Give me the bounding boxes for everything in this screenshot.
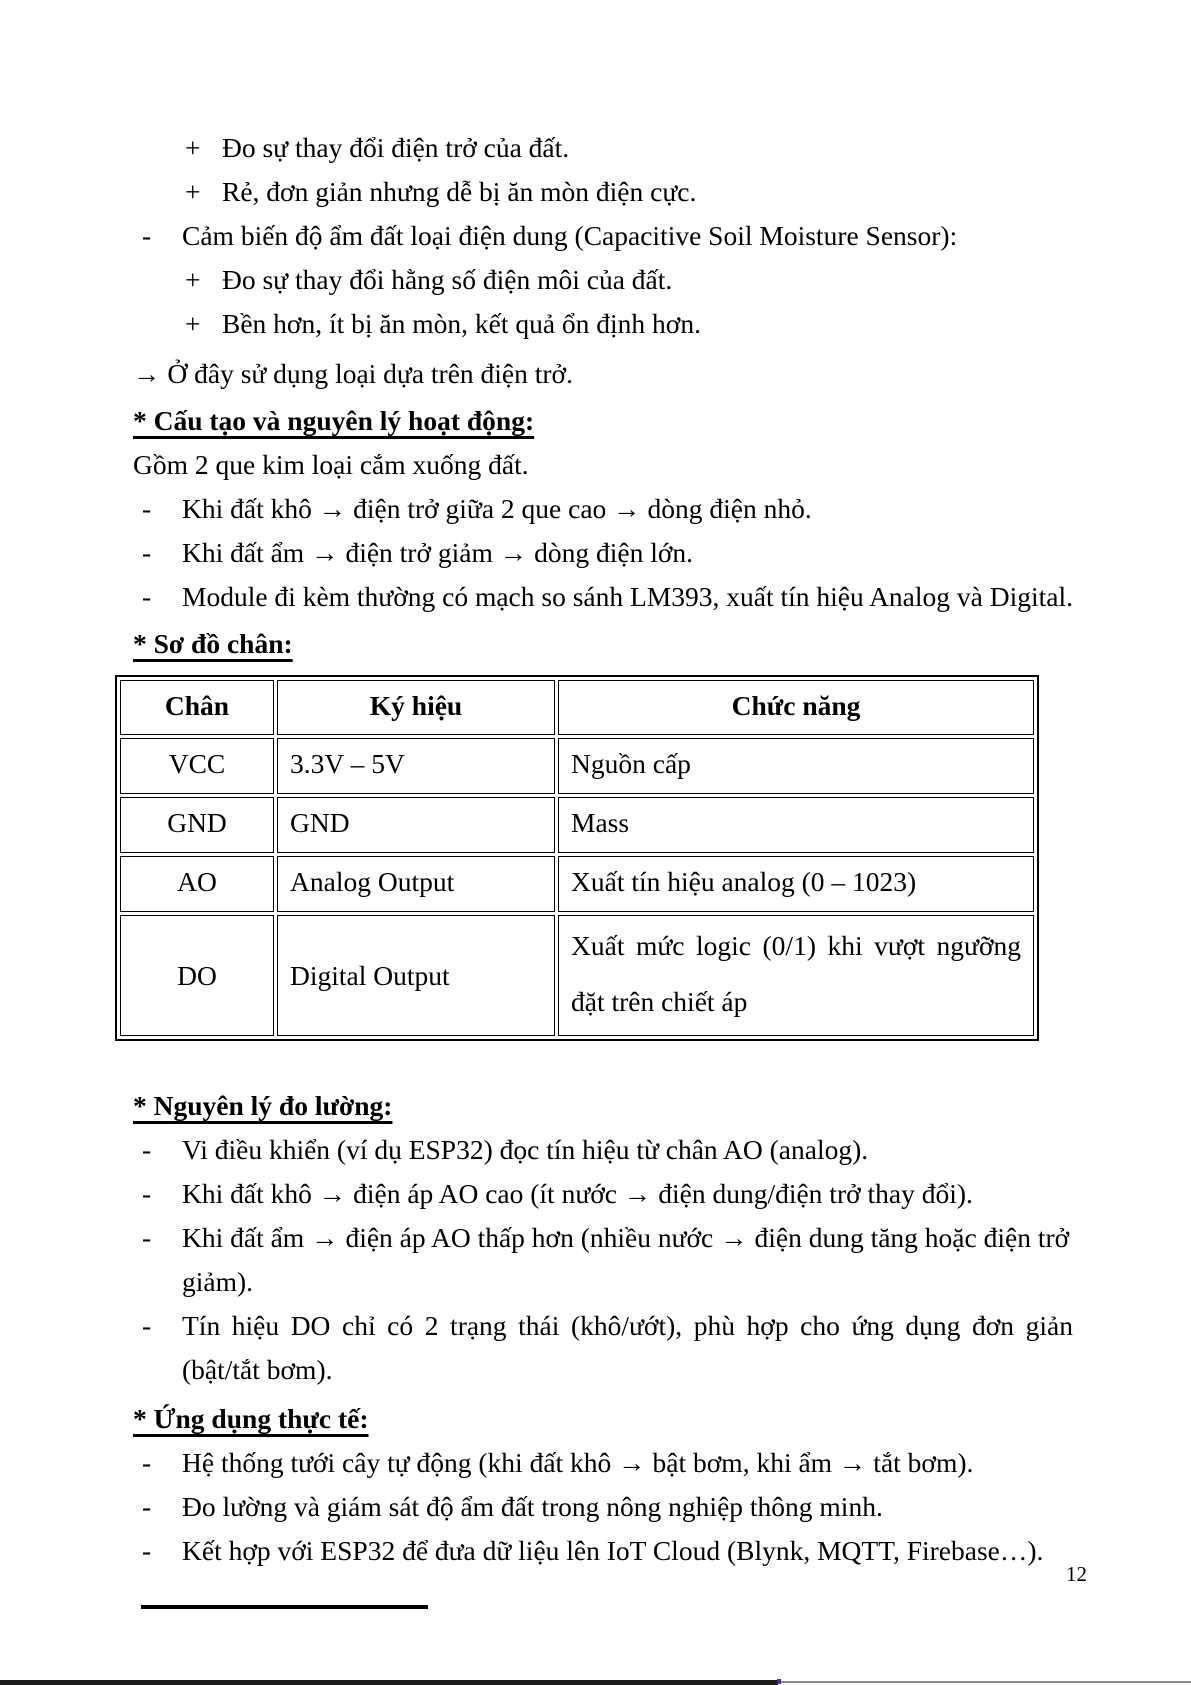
table-row: [120, 738, 1034, 794]
section-heading-structure: * Cấu tạo và nguyên lý hoạt động:: [133, 405, 535, 436]
bullet-marker: -: [142, 493, 152, 524]
bullet-marker: -: [142, 1178, 152, 1209]
bullet-item: [185, 126, 1073, 170]
table-row: [120, 856, 1034, 912]
bullet-text: Cảm biến độ ẩm đất loại điện dung (Capacitive Soil Moisture Sensor):: [182, 220, 958, 251]
bullet-marker: +: [185, 308, 201, 339]
bullet-item: [185, 302, 1073, 346]
page-edge-dot: [777, 1679, 781, 1684]
bullet-marker: -: [142, 220, 152, 251]
page-content: [133, 126, 1073, 1609]
bullet-marker: +: [185, 176, 201, 207]
bullet-item: [185, 170, 1073, 214]
table-cell: Xuất mức logic (0/1) khi vượt ngưỡng đặt trên chiết áp: [558, 915, 1034, 1036]
bullet-marker: -: [142, 537, 152, 568]
table-cell: Digital Output: [277, 915, 555, 1036]
bullet-item: [133, 531, 1073, 575]
bullet-text: Bền hơn, ít bị ăn mòn, kết quả ổn định hơn.: [222, 308, 701, 339]
structure-intro: Gồm 2 que kim loại cắm xuống đất.: [133, 449, 529, 480]
bullet-marker: +: [185, 264, 201, 295]
bullet-marker: -: [142, 1447, 152, 1478]
bullet-text: Khi đất ẩm → điện trở giảm → dòng điện lớn.: [182, 537, 694, 568]
bullet-marker: -: [142, 1222, 152, 1253]
bullet-text: Kết hợp với ESP32 để đưa dữ liệu lên IoT Cloud (Blynk, MQTT, Firebase…).: [182, 1535, 1044, 1566]
bullet-item: [133, 1216, 1073, 1304]
bullet-item: [133, 1529, 1073, 1573]
bullet-text: Module đi kèm thường có mạch so sánh LM393, xuất tín hiệu Analog và Digital.: [182, 581, 1073, 612]
bullet-item: [133, 487, 1073, 531]
bullet-text: Khi đất khô → điện trở giữa 2 que cao → dòng điện nhỏ.: [182, 493, 812, 524]
page-edge-line-gray: [778, 1681, 1191, 1683]
pinout-table: [115, 675, 1039, 1041]
section-heading-applications: * Ứng dụng thực tế:: [133, 1403, 369, 1434]
bullet-marker: -: [142, 581, 152, 612]
bullet-item: [133, 1441, 1073, 1485]
bullet-text: Khi đất khô → điện áp AO cao (ít nước → điện dung/điện trở thay đổi).: [182, 1178, 973, 1209]
bullet-marker: -: [142, 1491, 152, 1522]
bullet-item: [133, 1304, 1073, 1392]
table-cell: 3.3V – 5V: [277, 738, 555, 794]
bullet-text: Rẻ, đơn giản nhưng dễ bị ăn mòn điện cực.: [222, 176, 697, 207]
bullet-marker: -: [142, 1535, 152, 1566]
page-number: 12: [1066, 1562, 1087, 1586]
table-cell: Xuất tín hiệu analog (0 – 1023): [558, 856, 1034, 912]
table-header-row: [120, 680, 1034, 735]
section-heading-pinout: * Sơ đồ chân:: [133, 628, 293, 659]
bullet-item: [133, 575, 1073, 619]
bullet-text: Vi điều khiển (ví dụ ESP32) đọc tín hiệu từ chân AO (analog).: [182, 1134, 869, 1165]
table-row: [120, 915, 1034, 1036]
page-edge-bar-dark: [0, 1680, 778, 1685]
bullet-text: Khi đất ẩm → điện áp AO thấp hơn (nhiều nước → điện dung tăng hoặc điện trở giảm).: [182, 1222, 1070, 1297]
bullet-marker: -: [142, 1134, 152, 1165]
footnote-separator: [141, 1605, 428, 1609]
bullet-text: Đo sự thay đổi điện trở của đất.: [222, 132, 570, 163]
table-header-cell: Ký hiệu: [277, 680, 555, 735]
bullet-text: Đo sự thay đổi hằng số điện môi của đất.: [222, 264, 673, 295]
table-header-cell: Chân: [120, 680, 274, 735]
table-cell: GND: [277, 797, 555, 853]
bullet-item: [185, 258, 1073, 302]
section-heading-measurement: * Nguyên lý đo lường:: [133, 1090, 393, 1121]
bullet-item: [133, 214, 1073, 258]
table-cell: Mass: [558, 797, 1034, 853]
bullet-text: Đo lường và giám sát độ ẩm đất trong nông nghiệp thông minh.: [182, 1491, 883, 1522]
table-cell: AO: [120, 856, 274, 912]
arrow-note: → Ở đây sử dụng loại dựa trên điện trở.: [133, 358, 573, 389]
bullet-item: [133, 1172, 1073, 1216]
table-cell: VCC: [120, 738, 274, 794]
bullet-marker: +: [185, 132, 201, 163]
bullet-item: [133, 1485, 1073, 1529]
bullet-text: Hệ thống tưới cây tự động (khi đất khô → bật bơm, khi ẩm → tắt bơm).: [182, 1447, 974, 1478]
table-cell: DO: [120, 915, 274, 1036]
bullet-item: [133, 1128, 1073, 1172]
bullet-text: Tín hiệu DO chỉ có 2 trạng thái (khô/ướt), phù hợp cho ứng dụng đơn giản (bật/tắt bơm).: [182, 1310, 1073, 1385]
table-cell: GND: [120, 797, 274, 853]
table-header-cell: Chức năng: [558, 680, 1034, 735]
table-row: [120, 797, 1034, 853]
table-cell: Nguồn cấp: [558, 738, 1034, 794]
table-cell: Analog Output: [277, 856, 555, 912]
bullet-marker: -: [142, 1310, 152, 1341]
